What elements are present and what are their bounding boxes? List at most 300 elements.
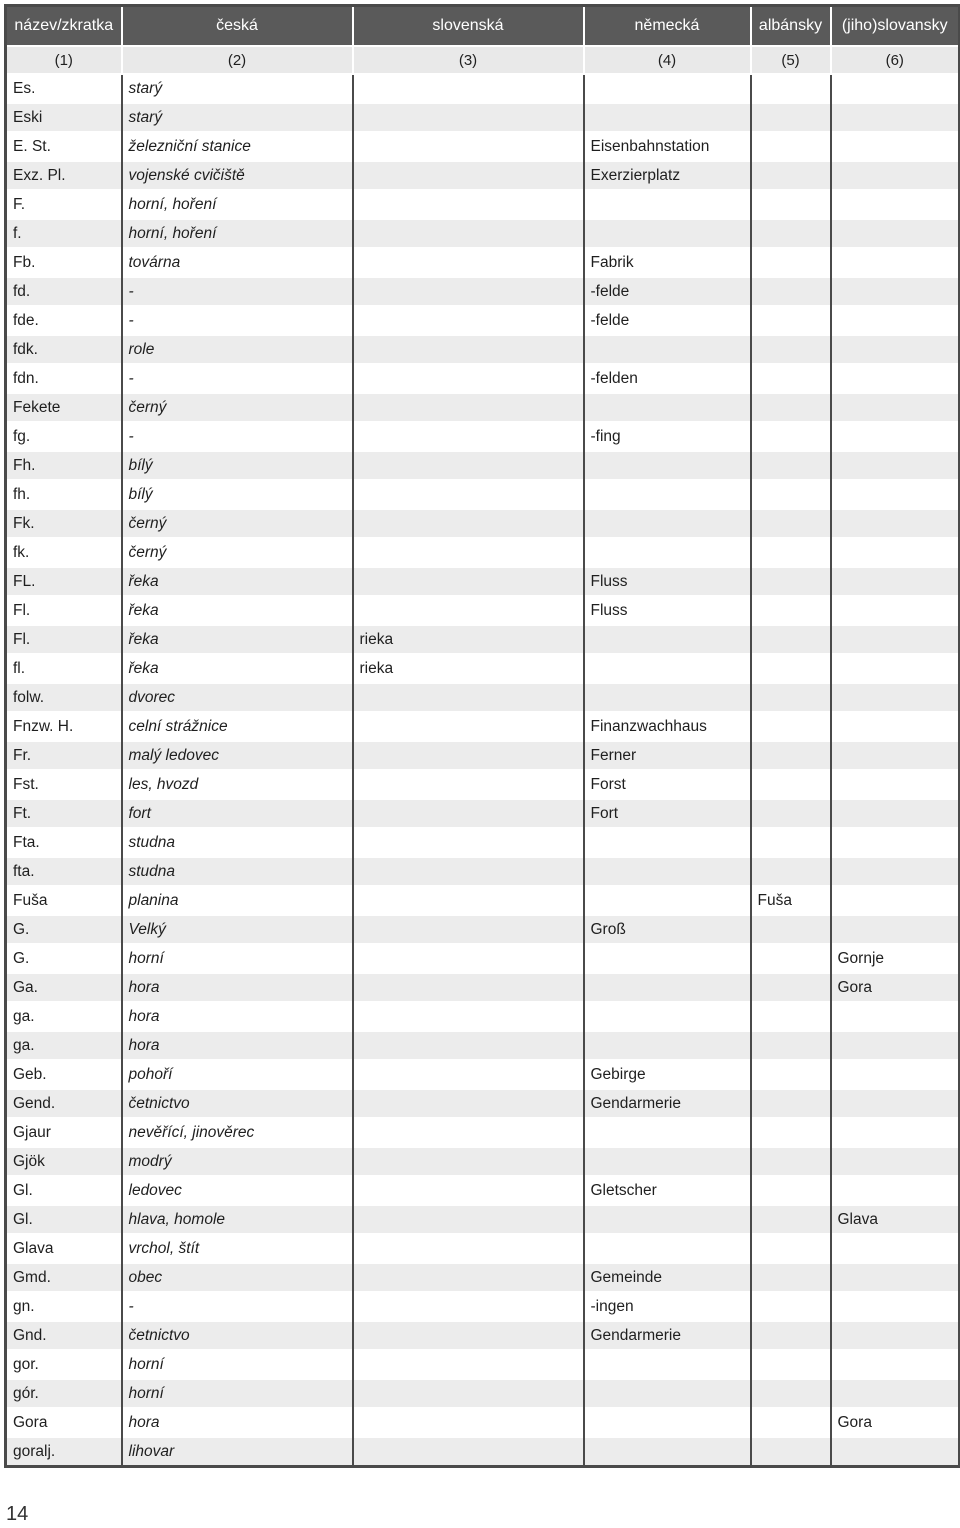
south-slavic-cell — [831, 1031, 960, 1060]
abbreviation-cell: Fk. — [6, 509, 122, 538]
header-czech: česká — [122, 6, 353, 47]
abbreviation-cell: Gjaur — [6, 1118, 122, 1147]
abbreviation-cell: Gl. — [6, 1176, 122, 1205]
south-slavic-cell — [831, 190, 960, 219]
slovak-cell — [353, 857, 584, 886]
german-cell: Ferner — [584, 741, 751, 770]
south-slavic-cell — [831, 770, 960, 799]
slovak-cell — [353, 219, 584, 248]
south-slavic-cell — [831, 1147, 960, 1176]
german-cell: Gemeinde — [584, 1263, 751, 1292]
czech-cell: malý ledovec — [122, 741, 353, 770]
column-number: (5) — [751, 46, 831, 74]
german-cell — [584, 828, 751, 857]
czech-cell: fort — [122, 799, 353, 828]
table-row — [6, 625, 960, 654]
albanian-cell — [751, 277, 831, 306]
column-number: (2) — [122, 46, 353, 74]
czech-cell: hora — [122, 1408, 353, 1437]
south-slavic-cell — [831, 712, 960, 741]
abbreviation-cell: Gnd. — [6, 1321, 122, 1350]
south-slavic-cell — [831, 1350, 960, 1379]
german-cell: Gendarmerie — [584, 1321, 751, 1350]
abbreviation-cell: Eski — [6, 103, 122, 132]
abbreviation-cell: F. — [6, 190, 122, 219]
slovak-cell — [353, 74, 584, 103]
slovak-cell — [353, 683, 584, 712]
table-row — [6, 712, 960, 741]
table-row — [6, 132, 960, 161]
czech-cell: studna — [122, 857, 353, 886]
czech-cell: starý — [122, 74, 353, 103]
slovak-cell — [353, 1263, 584, 1292]
german-cell — [584, 1205, 751, 1234]
slovak-cell — [353, 1292, 584, 1321]
slovak-cell — [353, 190, 584, 219]
czech-cell: řeka — [122, 654, 353, 683]
slovak-cell — [353, 1060, 584, 1089]
albanian-cell — [751, 538, 831, 567]
abbreviation-cell: fh. — [6, 480, 122, 509]
abbreviation-cell: Gora — [6, 1408, 122, 1437]
table-row — [6, 190, 960, 219]
german-cell: -felde — [584, 277, 751, 306]
czech-cell: celní strážnice — [122, 712, 353, 741]
german-cell: Gendarmerie — [584, 1089, 751, 1118]
albanian-cell — [751, 1292, 831, 1321]
czech-cell: černý — [122, 538, 353, 567]
south-slavic-cell — [831, 277, 960, 306]
german-cell: -felden — [584, 364, 751, 393]
south-slavic-cell: Glava — [831, 1205, 960, 1234]
czech-cell: bílý — [122, 480, 353, 509]
albanian-cell — [751, 828, 831, 857]
table-row — [6, 451, 960, 480]
slovak-cell — [353, 886, 584, 915]
table-row — [6, 248, 960, 277]
table-row — [6, 1263, 960, 1292]
header-row — [6, 6, 960, 47]
abbreviation-cell: Fl. — [6, 625, 122, 654]
slovak-cell — [353, 480, 584, 509]
german-cell — [584, 451, 751, 480]
abbreviation-cell: Gend. — [6, 1089, 122, 1118]
albanian-cell — [751, 770, 831, 799]
header-german: německá — [584, 6, 751, 47]
german-cell — [584, 1350, 751, 1379]
german-cell — [584, 886, 751, 915]
albanian-cell — [751, 625, 831, 654]
slovak-cell — [353, 828, 584, 857]
czech-cell: - — [122, 277, 353, 306]
table-row — [6, 1350, 960, 1379]
south-slavic-cell — [831, 103, 960, 132]
abbreviation-cell: E. St. — [6, 132, 122, 161]
german-cell: Fluss — [584, 596, 751, 625]
abbreviation-cell: G. — [6, 915, 122, 944]
column-number: (6) — [831, 46, 960, 74]
abbreviation-cell: Ga. — [6, 973, 122, 1002]
table-row — [6, 1205, 960, 1234]
czech-cell: lihovar — [122, 1437, 353, 1467]
south-slavic-cell — [831, 335, 960, 364]
south-slavic-cell — [831, 625, 960, 654]
czech-cell: četnictvo — [122, 1321, 353, 1350]
header-abbreviation: název/zkratka — [6, 6, 122, 47]
german-cell: Fluss — [584, 567, 751, 596]
south-slavic-cell — [831, 538, 960, 567]
south-slavic-cell — [831, 248, 960, 277]
south-slavic-cell: Gornje — [831, 944, 960, 973]
albanian-cell — [751, 422, 831, 451]
slovak-cell — [353, 1089, 584, 1118]
albanian-cell — [751, 1379, 831, 1408]
abbreviation-cell: fdk. — [6, 335, 122, 364]
south-slavic-cell — [831, 1176, 960, 1205]
abbreviation-cell: folw. — [6, 683, 122, 712]
table-row — [6, 915, 960, 944]
albanian-cell — [751, 132, 831, 161]
abbreviation-cell: Fr. — [6, 741, 122, 770]
south-slavic-cell — [831, 1118, 960, 1147]
page-number: 14 — [6, 1503, 29, 1525]
albanian-cell — [751, 741, 831, 770]
slovak-cell — [353, 944, 584, 973]
slovak-cell — [353, 712, 584, 741]
table-row — [6, 654, 960, 683]
header-south-slavic: (jiho)slovansky — [831, 6, 960, 47]
south-slavic-cell — [831, 132, 960, 161]
albanian-cell — [751, 596, 831, 625]
slovak-cell — [353, 915, 584, 944]
south-slavic-cell — [831, 1321, 960, 1350]
abbreviation-cell: Gmd. — [6, 1263, 122, 1292]
slovak-cell — [353, 103, 584, 132]
czech-cell: Velký — [122, 915, 353, 944]
south-slavic-cell — [831, 741, 960, 770]
slovak-cell — [353, 1002, 584, 1031]
abbreviation-cell: Fuša — [6, 886, 122, 915]
slovak-cell: rieka — [353, 654, 584, 683]
slovak-cell — [353, 1350, 584, 1379]
czech-cell: řeka — [122, 625, 353, 654]
albanian-cell — [751, 1437, 831, 1467]
slovak-cell — [353, 277, 584, 306]
table-row — [6, 161, 960, 190]
czech-cell: četnictvo — [122, 1089, 353, 1118]
slovak-cell — [353, 1147, 584, 1176]
albanian-cell — [751, 1147, 831, 1176]
albanian-cell — [751, 1321, 831, 1350]
table-body — [6, 74, 960, 1467]
table-row — [6, 944, 960, 973]
albanian-cell — [751, 1205, 831, 1234]
table-row — [6, 74, 960, 103]
czech-cell: role — [122, 335, 353, 364]
slovak-cell — [353, 306, 584, 335]
slovak-cell — [353, 161, 584, 190]
german-cell — [584, 480, 751, 509]
abbreviation-cell: fd. — [6, 277, 122, 306]
south-slavic-cell — [831, 1002, 960, 1031]
german-cell — [584, 335, 751, 364]
czech-cell: obec — [122, 1263, 353, 1292]
albanian-cell — [751, 451, 831, 480]
abbreviation-cell: gor. — [6, 1350, 122, 1379]
south-slavic-cell — [831, 1089, 960, 1118]
table-row — [6, 770, 960, 799]
czech-cell: nevěřící, jinověrec — [122, 1118, 353, 1147]
german-cell — [584, 683, 751, 712]
german-cell: Gletscher — [584, 1176, 751, 1205]
abbreviation-cell: fl. — [6, 654, 122, 683]
abbreviation-cell: f. — [6, 219, 122, 248]
slovak-cell — [353, 1437, 584, 1467]
albanian-cell — [751, 190, 831, 219]
czech-cell: starý — [122, 103, 353, 132]
albanian-cell — [751, 1263, 831, 1292]
abbreviation-cell: fk. — [6, 538, 122, 567]
table-row — [6, 538, 960, 567]
table-row — [6, 1031, 960, 1060]
czech-cell: černý — [122, 509, 353, 538]
albanian-cell — [751, 1031, 831, 1060]
albanian-cell — [751, 944, 831, 973]
slovak-cell — [353, 1031, 584, 1060]
south-slavic-cell — [831, 799, 960, 828]
table-row — [6, 857, 960, 886]
table-row — [6, 683, 960, 712]
albanian-cell — [751, 219, 831, 248]
table-row — [6, 1379, 960, 1408]
abbreviation-cell: Es. — [6, 74, 122, 103]
albanian-cell — [751, 393, 831, 422]
south-slavic-cell — [831, 422, 960, 451]
slovak-cell — [353, 1176, 584, 1205]
slovak-cell — [353, 132, 584, 161]
table-row — [6, 480, 960, 509]
slovak-cell — [353, 567, 584, 596]
czech-cell: železniční stanice — [122, 132, 353, 161]
south-slavic-cell — [831, 683, 960, 712]
czech-cell: vojenské cvičiště — [122, 161, 353, 190]
albanian-cell — [751, 683, 831, 712]
abbreviation-cell: Ft. — [6, 799, 122, 828]
german-cell — [584, 1002, 751, 1031]
czech-cell: - — [122, 1292, 353, 1321]
czech-cell: ledovec — [122, 1176, 353, 1205]
south-slavic-cell: Gora — [831, 973, 960, 1002]
table-row — [6, 219, 960, 248]
german-cell: -ingen — [584, 1292, 751, 1321]
abbreviation-cell: G. — [6, 944, 122, 973]
south-slavic-cell — [831, 886, 960, 915]
czech-cell: vrchol, štít — [122, 1234, 353, 1263]
abbreviation-cell: Geb. — [6, 1060, 122, 1089]
south-slavic-cell — [831, 219, 960, 248]
albanian-cell — [751, 857, 831, 886]
czech-cell: horní, hoření — [122, 190, 353, 219]
german-cell — [584, 190, 751, 219]
slovak-cell — [353, 364, 584, 393]
czech-cell: horní — [122, 944, 353, 973]
czech-cell: továrna — [122, 248, 353, 277]
slovak-cell — [353, 1234, 584, 1263]
slovak-cell — [353, 770, 584, 799]
slovak-cell — [353, 1205, 584, 1234]
albanian-cell — [751, 1234, 831, 1263]
albanian-cell — [751, 567, 831, 596]
abbreviation-cell: Glava — [6, 1234, 122, 1263]
abbreviation-cell: Gl. — [6, 1205, 122, 1234]
south-slavic-cell — [831, 393, 960, 422]
german-cell: Finanzwachhaus — [584, 712, 751, 741]
albanian-cell — [751, 480, 831, 509]
slovak-cell — [353, 538, 584, 567]
german-cell — [584, 857, 751, 886]
table-row — [6, 393, 960, 422]
german-cell: -felde — [584, 306, 751, 335]
table-row — [6, 1408, 960, 1437]
abbreviation-cell: ga. — [6, 1031, 122, 1060]
slovak-cell — [353, 596, 584, 625]
table-row — [6, 306, 960, 335]
south-slavic-cell — [831, 161, 960, 190]
table-row — [6, 1002, 960, 1031]
abbreviation-cell: FL. — [6, 567, 122, 596]
czech-cell: horní — [122, 1350, 353, 1379]
abbreviation-cell: fde. — [6, 306, 122, 335]
german-cell — [584, 944, 751, 973]
czech-cell: - — [122, 364, 353, 393]
albanian-cell — [751, 1002, 831, 1031]
albanian-cell — [751, 1408, 831, 1437]
slovak-cell — [353, 1408, 584, 1437]
slovak-cell — [353, 393, 584, 422]
german-cell — [584, 103, 751, 132]
albanian-cell — [751, 248, 831, 277]
south-slavic-cell — [831, 74, 960, 103]
abbreviation-cell: Fl. — [6, 596, 122, 625]
german-cell: Fort — [584, 799, 751, 828]
abbreviation-cell: ga. — [6, 1002, 122, 1031]
czech-cell: les, hvozd — [122, 770, 353, 799]
czech-cell: řeka — [122, 596, 353, 625]
table-row — [6, 1089, 960, 1118]
czech-cell: hora — [122, 973, 353, 1002]
albanian-cell — [751, 915, 831, 944]
german-cell — [584, 538, 751, 567]
slovak-cell — [353, 1379, 584, 1408]
south-slavic-cell — [831, 828, 960, 857]
table-row — [6, 509, 960, 538]
table-row — [6, 335, 960, 364]
albanian-cell: Fuša — [751, 886, 831, 915]
south-slavic-cell — [831, 1060, 960, 1089]
table-row — [6, 422, 960, 451]
albanian-cell — [751, 654, 831, 683]
albanian-cell — [751, 335, 831, 364]
slovak-cell — [353, 509, 584, 538]
abbreviation-cell: gór. — [6, 1379, 122, 1408]
column-number: (4) — [584, 46, 751, 74]
abbreviation-table — [4, 4, 960, 1468]
abbreviation-cell: gn. — [6, 1292, 122, 1321]
south-slavic-cell — [831, 1292, 960, 1321]
albanian-cell — [751, 1176, 831, 1205]
south-slavic-cell — [831, 480, 960, 509]
table-row — [6, 567, 960, 596]
table-row — [6, 277, 960, 306]
albanian-cell — [751, 712, 831, 741]
south-slavic-cell — [831, 1379, 960, 1408]
south-slavic-cell — [831, 915, 960, 944]
german-cell: Eisenbahnstation — [584, 132, 751, 161]
table-row — [6, 1292, 960, 1321]
header-albanian: albánsky — [751, 6, 831, 47]
table-row — [6, 596, 960, 625]
german-cell — [584, 509, 751, 538]
abbreviation-cell: Fb. — [6, 248, 122, 277]
albanian-cell — [751, 306, 831, 335]
south-slavic-cell — [831, 654, 960, 683]
column-number: (3) — [353, 46, 584, 74]
abbreviation-cell: Gjök — [6, 1147, 122, 1176]
german-cell — [584, 1408, 751, 1437]
column-number: (1) — [6, 46, 122, 74]
table-row — [6, 1234, 960, 1263]
slovak-cell — [353, 422, 584, 451]
german-cell: Exerzierplatz — [584, 161, 751, 190]
abbreviation-cell: goralj. — [6, 1437, 122, 1467]
table-row — [6, 1060, 960, 1089]
slovak-cell — [353, 1118, 584, 1147]
german-cell — [584, 219, 751, 248]
slovak-cell — [353, 451, 584, 480]
german-cell: Fabrik — [584, 248, 751, 277]
south-slavic-cell — [831, 364, 960, 393]
table-row — [6, 103, 960, 132]
south-slavic-cell — [831, 509, 960, 538]
czech-cell: modrý — [122, 1147, 353, 1176]
albanian-cell — [751, 103, 831, 132]
czech-cell: hlava, homole — [122, 1205, 353, 1234]
table-row — [6, 886, 960, 915]
albanian-cell — [751, 1350, 831, 1379]
czech-cell: dvorec — [122, 683, 353, 712]
abbreviation-cell: Fta. — [6, 828, 122, 857]
czech-cell: horní, hoření — [122, 219, 353, 248]
german-cell: Groß — [584, 915, 751, 944]
table-row — [6, 364, 960, 393]
slovak-cell — [353, 799, 584, 828]
abbreviation-cell: Fnzw. H. — [6, 712, 122, 741]
abbreviation-cell: Fekete — [6, 393, 122, 422]
abbreviation-cell: fg. — [6, 422, 122, 451]
albanian-cell — [751, 161, 831, 190]
table-row — [6, 1176, 960, 1205]
table-row — [6, 799, 960, 828]
table-row — [6, 1321, 960, 1350]
german-cell — [584, 973, 751, 1002]
albanian-cell — [751, 509, 831, 538]
german-cell — [584, 393, 751, 422]
czech-cell: pohoří — [122, 1060, 353, 1089]
german-cell — [584, 1118, 751, 1147]
albanian-cell — [751, 799, 831, 828]
czech-cell: hora — [122, 1002, 353, 1031]
slovak-cell — [353, 973, 584, 1002]
